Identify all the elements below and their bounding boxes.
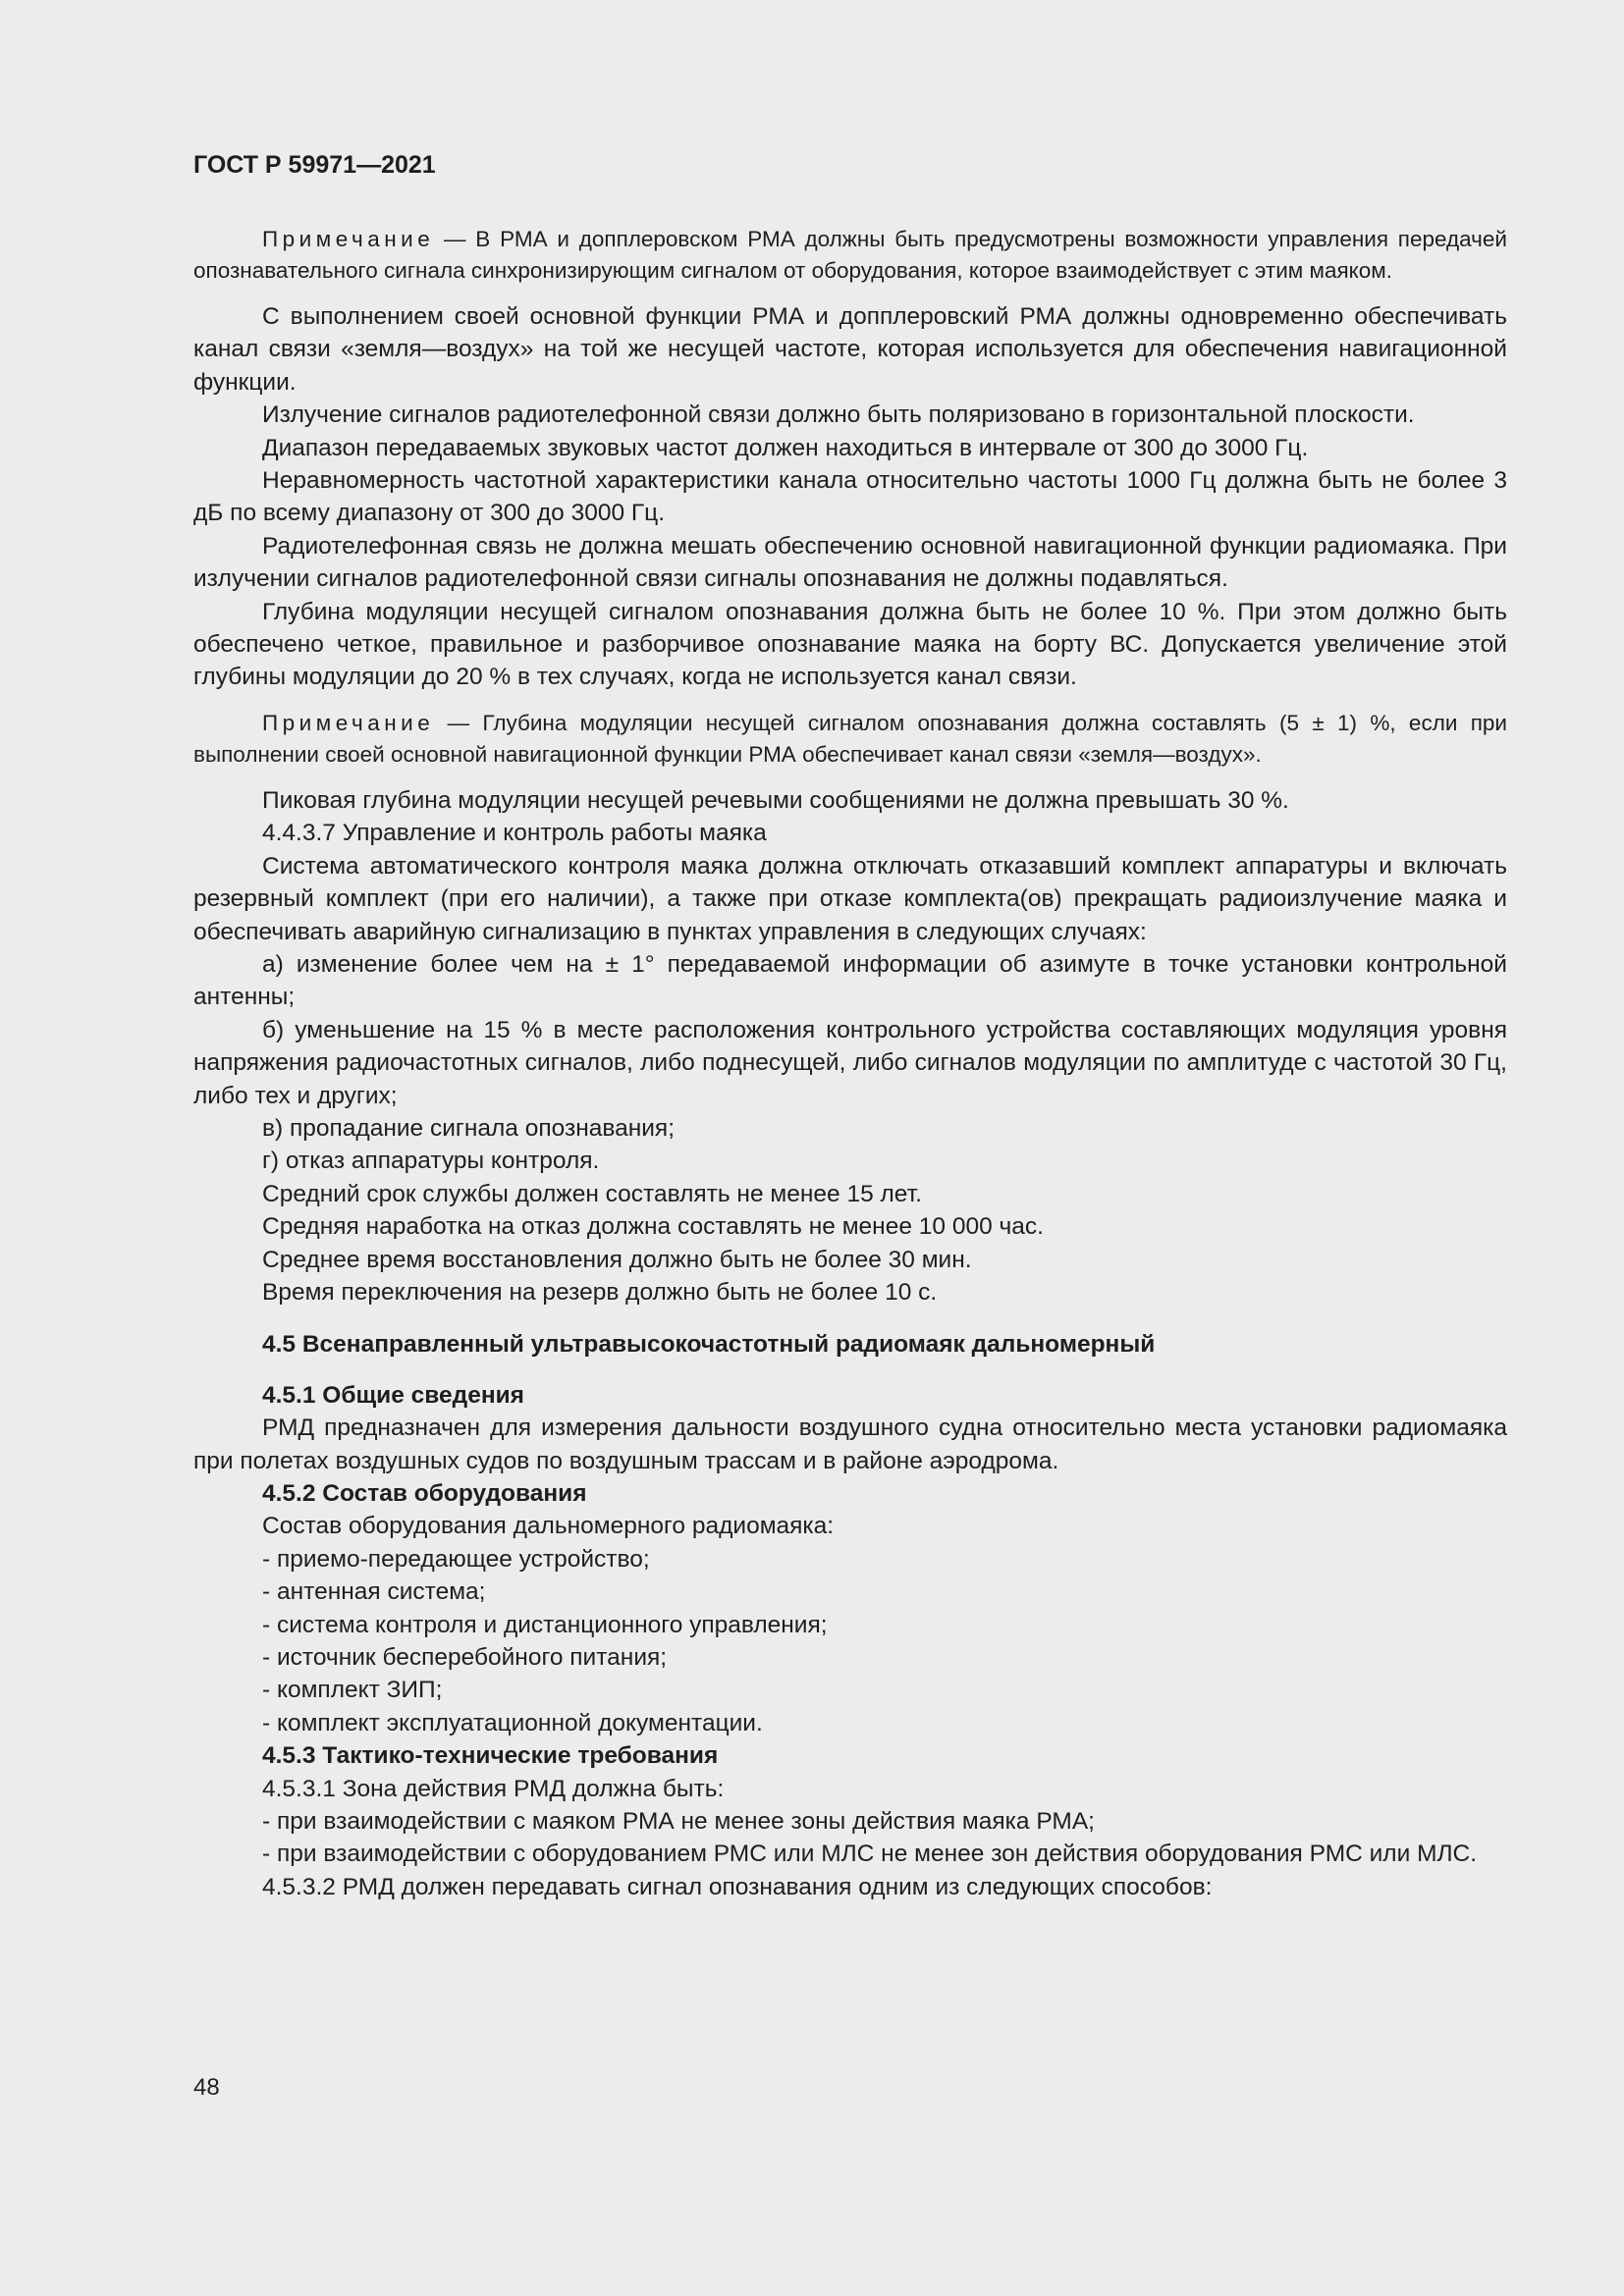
paragraph: С выполнением своей основной функции РМА и допплеровский РМА должны одновременно обеспечивать канал связи «земля—воздух» на той же несущей частоте, которая используется для обеспечения навигационной функции. bbox=[193, 303, 1507, 396]
list-item: - при взаимодействии с маяком РМА не менее зоны действия маяка РМА; bbox=[262, 1808, 1095, 1836]
paragraph: 4.5.3.2 РМД должен передавать сигнал опознавания одним из следующих способов: bbox=[262, 1873, 1213, 1900]
list-item: - антенная система; bbox=[262, 1578, 486, 1606]
paragraph: Средняя наработка на отказ должна составлять не менее 10 000 час. bbox=[262, 1213, 1044, 1241]
note-1 bbox=[193, 224, 1507, 287]
document-header: ГОСТ Р 59971—2021 bbox=[193, 151, 436, 179]
note-1-text: — В РМА и допплеровском РМА должны быть предусмотрены возможности управления передачей опознавательного сигнала синхронизирующим сигналом от оборудования, которое взаимодействует с этим маяком. bbox=[193, 227, 1507, 283]
list-item: а) изменение более чем на ± 1° передаваемой информации об азимуте в точке установки контрольной антенны; bbox=[193, 950, 1507, 1011]
document-page bbox=[193, 145, 1507, 1903]
paragraph: Радиотелефонная связь не должна мешать обеспечению основной навигационной функции радиомаяка. При излучении сигналов радиотелефонной связи сигналы опознавания не должны подавляться. bbox=[193, 532, 1507, 593]
note-2-text: — Глубина модуляции несущей сигналом опознавания должна составлять (5 ± 1) %, если при выполнении своей основной навигационной функции РМА обеспечивает канал связи «земля—воздух». bbox=[193, 710, 1507, 767]
note-2-label: Примечание bbox=[262, 710, 435, 735]
paragraph: 4.5.3.1 Зона действия РМД должна быть: bbox=[262, 1775, 725, 1802]
paragraph: Излучение сигналов радиотелефонной связи должно быть поляризовано в горизонтальной плоскости. bbox=[262, 401, 1415, 429]
paragraph: Среднее время восстановления должно быть не более 30 мин. bbox=[262, 1246, 972, 1273]
list-item: б) уменьшение на 15 % в месте расположения контрольного устройства составляющих модуляция уровня напряжения радиочастотных сигналов, либо поднесущей, либо сигналов модуляции по амплитуде с частотой 30 Гц, либо тех и других; bbox=[193, 1016, 1507, 1109]
paragraph: Глубина модуляции несущей сигналом опознавания должна быть не более 10 %. При этом должно быть обеспечено четкое, правильное и разборчивое опознавание маяка на борту ВС. Допускается увеличение этой глубины модуляции до 20 % в тех случаях, когда не используется канал связи. bbox=[193, 598, 1507, 691]
paragraph: Диапазон передаваемых звуковых частот должен находиться в интервале от 300 до 3000 Гц. bbox=[262, 434, 1309, 461]
paragraph: Средний срок службы должен составлять не менее 15 лет. bbox=[262, 1180, 922, 1207]
subsection-heading-4-5-1: 4.5.1 Общие сведения bbox=[262, 1381, 524, 1409]
subsection-heading-4-5-2: 4.5.2 Состав оборудования bbox=[262, 1480, 587, 1507]
note-1-label: Примечание bbox=[262, 227, 435, 251]
list-item: - при взаимодействии с оборудованием РМС или МЛС не менее зон действия оборудования РМС или МЛС. bbox=[262, 1841, 1478, 1868]
paragraph: РМД предназначен для измерения дальности воздушного судна относительно места установки радиомаяка при полетах воздушных судов по воздушным трассам и в районе аэродрома. bbox=[193, 1415, 1507, 1474]
subsection-heading-4-5-3: 4.5.3 Тактико-технические требования bbox=[262, 1742, 719, 1770]
paragraph: Система автоматического контроля маяка должна отключать отказавший комплект аппаратуры и включать резервный комплект (при его наличии), а также при отказе комплекта(ов) прекращать радиоизлучение маяка и обеспечивать аварийную сигнализацию в пунктах управления в следующих случаях: bbox=[193, 852, 1507, 945]
list-item: г) отказ аппаратуры контроля. bbox=[262, 1148, 600, 1175]
list-item: - система контроля и дистанционного управления; bbox=[262, 1611, 828, 1638]
paragraph: Состав оборудования дальномерного радиомаяка: bbox=[262, 1513, 835, 1540]
page-number: 48 bbox=[193, 2074, 220, 2101]
list-item: - приемо-передающее устройство; bbox=[262, 1545, 650, 1573]
list-item: - комплект эксплуатационной документации. bbox=[262, 1709, 763, 1736]
list-item: - комплект ЗИП; bbox=[262, 1677, 443, 1704]
paragraph: Пиковая глубина модуляции несущей речевыми сообщениями не должна превышать 30 %. bbox=[262, 786, 1289, 814]
paragraph: Неравномерность частотной характеристики канала относительно частоты 1000 Гц должна быть не более 3 дБ по всему диапазону от 300 до 3000 Гц. bbox=[193, 467, 1507, 527]
section-heading-4-5: 4.5 Всенаправленный ультравысокочастотный радиомаяк дальномерный bbox=[262, 1331, 1156, 1359]
list-item: в) пропадание сигнала опознавания; bbox=[262, 1114, 676, 1142]
clause-4-4-3-7-heading: 4.4.3.7 Управление и контроль работы маяка bbox=[262, 820, 767, 847]
note-2 bbox=[193, 708, 1507, 771]
paragraph: Время переключения на резерв должно быть не более 10 с. bbox=[262, 1278, 938, 1306]
list-item: - источник бесперебойного питания; bbox=[262, 1644, 668, 1672]
